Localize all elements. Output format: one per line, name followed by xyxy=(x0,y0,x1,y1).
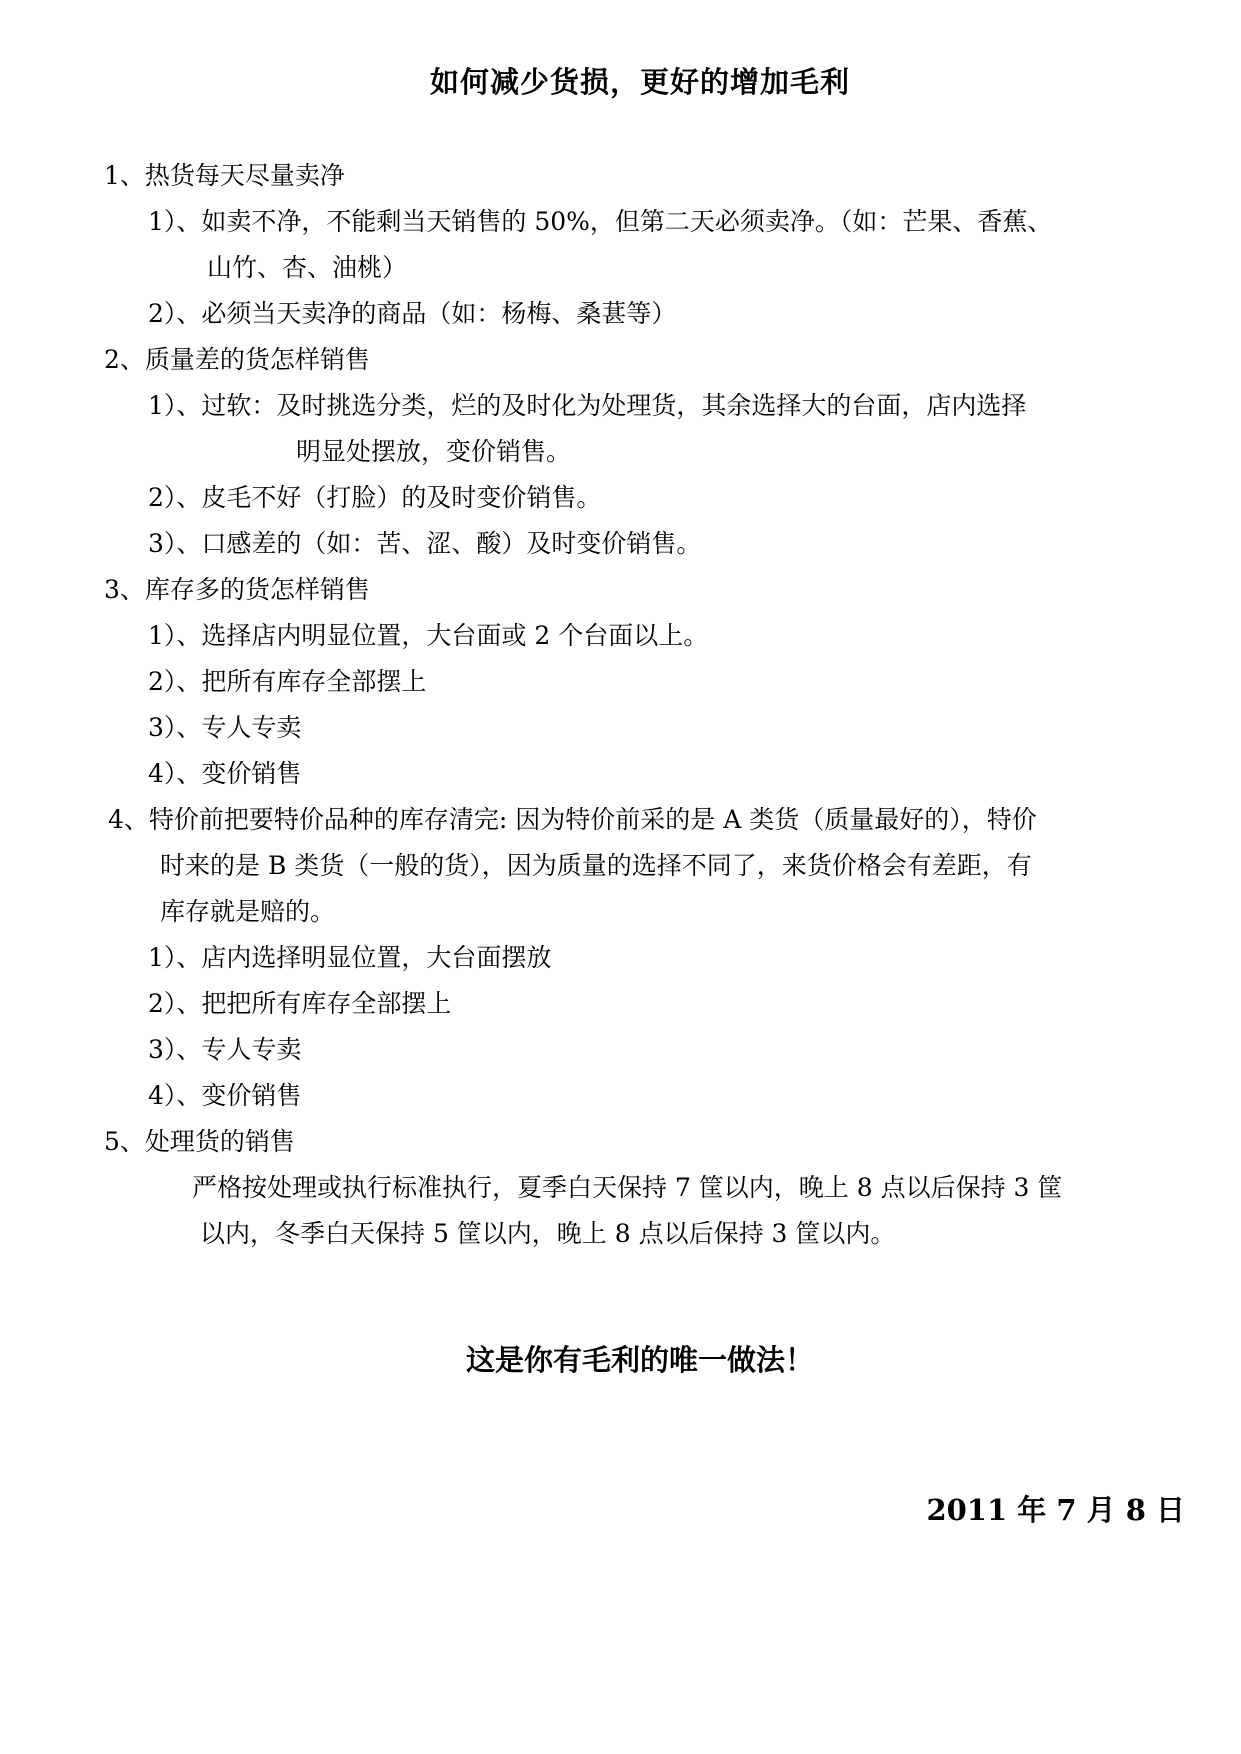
closing-statement: 这是你有毛利的唯一做法！ xyxy=(465,1343,814,1377)
paragraph-line: 以内，冬季白天保持 5 筐以内，晚上 8 点以后保持 3 筐以内。 xyxy=(200,1219,896,1248)
list-item: 4）、变价销售 xyxy=(148,1081,302,1110)
list-item: 3）、口感差的（如：苦、涩、酸）及时变价销售。 xyxy=(148,529,702,558)
list-item: 3）、专人专卖 xyxy=(148,1035,302,1064)
list-item: 2）、把所有库存全部摆上 xyxy=(148,667,427,696)
list-item: 2）、把把所有库存全部摆上 xyxy=(148,989,452,1018)
section-heading: 4、特价前把要特价品种的库存清完: 因为特价前采的是 A 类货（质量最好的），特价 xyxy=(108,805,1037,834)
section-heading: 3、库存多的货怎样销售 xyxy=(104,575,370,604)
document-title: 如何减少货损，更好的增加毛利 xyxy=(429,65,850,99)
list-item: 明显处摆放，变价销售。 xyxy=(296,437,572,466)
section-heading: 1、热货每天尽量卖净 xyxy=(104,161,345,190)
list-item: 2）、皮毛不好（打脸）的及时变价销售。 xyxy=(148,483,602,512)
list-item: 2）、必须当天卖净的商品（如：杨梅、桑葚等） xyxy=(148,299,677,328)
list-item: 1）、如卖不净，不能剩当天销售的 50%，但第二天必须卖净。（如：芒果、香蕉、 xyxy=(148,207,1053,236)
paragraph-line: 严格按处理或执行标准执行，夏季白天保持 7 筐以内，晚上 8 点以后保持 3 筐 xyxy=(192,1173,1063,1202)
section-heading-continued: 时来的是 B 类货（一般的货），因为质量的选择不同了，来货价格会有差距，有 xyxy=(160,851,1032,880)
list-item: 山竹、杏、油桃） xyxy=(207,253,408,282)
list-item: 4）、变价销售 xyxy=(148,759,302,788)
section-heading-continued: 库存就是赔的。 xyxy=(160,897,336,926)
list-item: 3）、专人专卖 xyxy=(148,713,302,742)
list-item: 1）、过软：及时挑选分类，烂的及时化为处理货，其余选择大的台面，店内选择 xyxy=(148,391,1027,420)
document-date: 2011 年 7 月 8 日 xyxy=(926,1493,1185,1527)
section-heading: 2、质量差的货怎样销售 xyxy=(104,345,370,374)
section-heading: 5、处理货的销售 xyxy=(104,1127,295,1156)
list-item: 1）、店内选择明显位置，大台面摆放 xyxy=(148,943,552,972)
list-item: 1）、选择店内明显位置，大台面或 2 个台面以上。 xyxy=(148,621,709,650)
